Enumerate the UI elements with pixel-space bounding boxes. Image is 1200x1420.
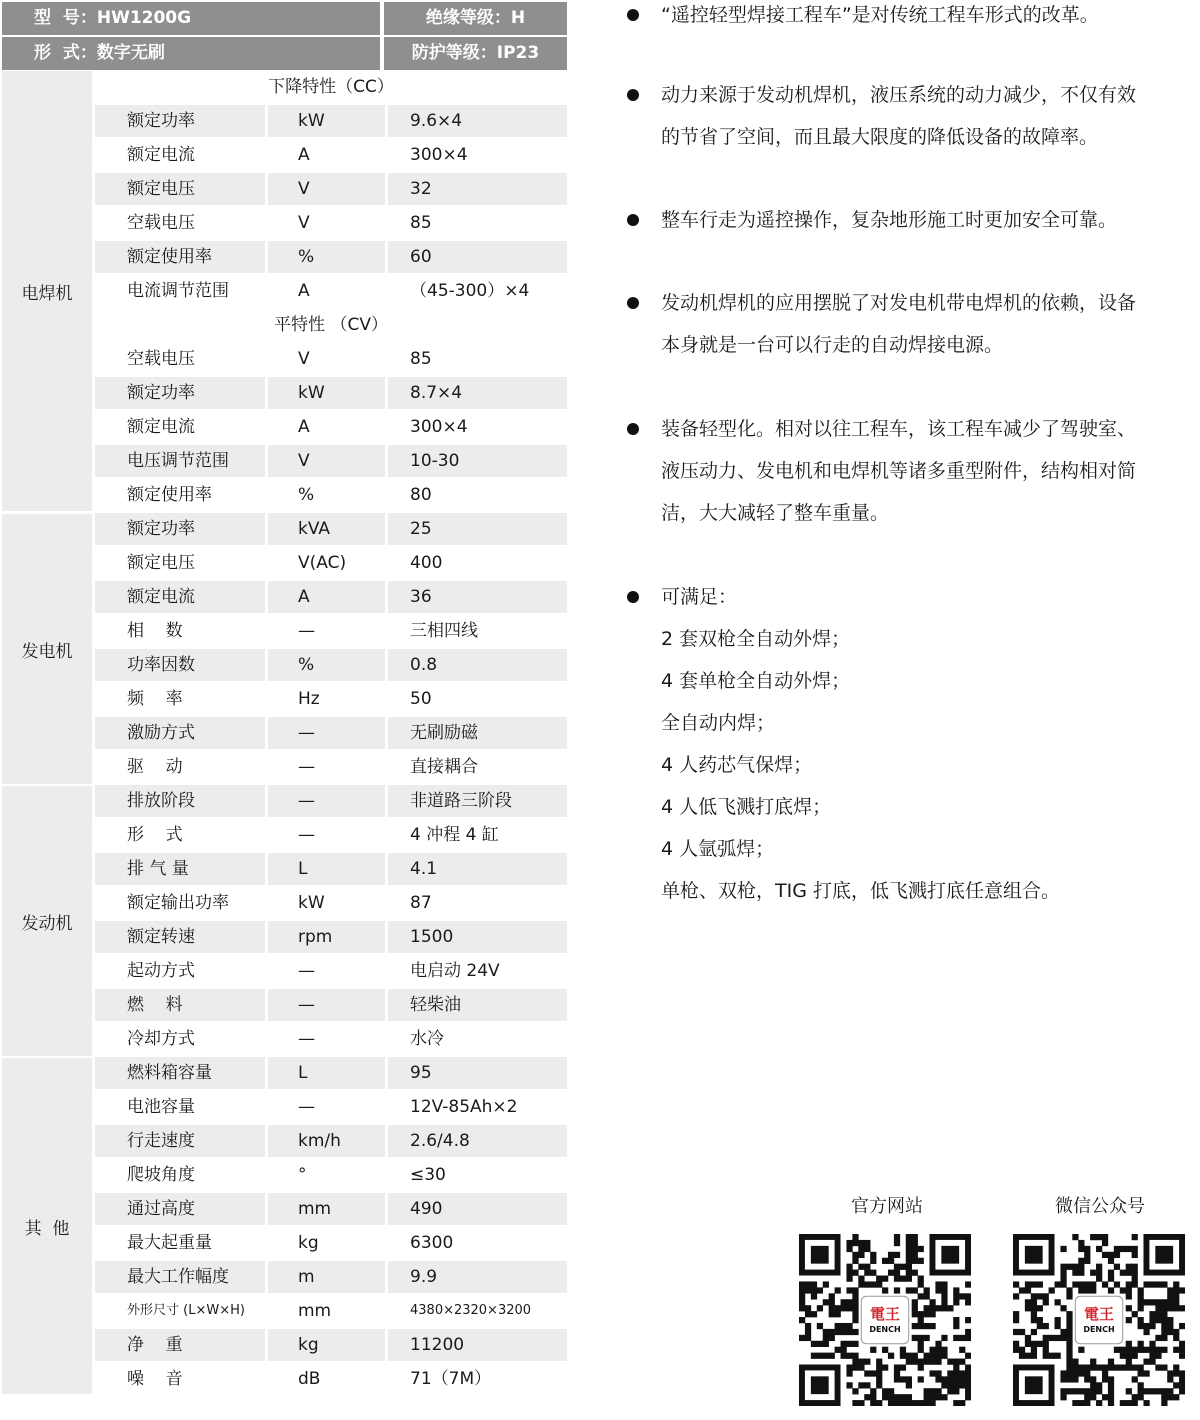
spec-name: 频 率 <box>127 689 183 709</box>
spec-name: 额定使用率 <box>127 247 212 267</box>
column-divider <box>385 139 388 171</box>
table-row <box>95 1159 567 1191</box>
spec-name: 额定使用率 <box>127 485 212 505</box>
table-row <box>95 105 567 137</box>
spec-unit: L <box>298 859 308 879</box>
logo-text: 電王 <box>1083 1305 1115 1323</box>
table-row <box>95 1057 567 1089</box>
spec-name: 功率因数 <box>127 655 195 675</box>
table-row <box>95 887 567 919</box>
spec-value: ≤30 <box>410 1165 446 1185</box>
table-row <box>95 819 567 851</box>
column-divider <box>265 1363 268 1395</box>
spec-name: 空载电压 <box>127 213 195 233</box>
table-row <box>95 717 567 749</box>
logo-subtext: DENCH <box>869 1325 901 1334</box>
column-divider <box>265 275 268 307</box>
protection-header: 防护等级：IP23 <box>384 37 567 70</box>
column-divider <box>385 173 388 205</box>
spec-unit: ° <box>298 1165 307 1185</box>
table-row <box>95 173 567 205</box>
table-row <box>95 513 567 545</box>
table-row <box>95 921 567 953</box>
column-divider <box>265 581 268 613</box>
column-divider <box>265 683 268 715</box>
column-divider <box>265 1329 268 1361</box>
spec-unit: — <box>298 621 315 641</box>
spec-unit: kW <box>298 893 325 913</box>
feature-line: 4 人药芯气保焊； <box>661 754 813 776</box>
column-divider <box>385 241 388 273</box>
column-divider <box>265 649 268 681</box>
spec-unit: V <box>298 213 310 233</box>
feature-line: 发动机焊机的应用摆脱了对发电机带电焊机的依赖，设备 <box>661 292 1137 314</box>
column-divider <box>265 105 268 137</box>
column-divider <box>265 241 268 273</box>
spec-unit: — <box>298 961 315 981</box>
bullet-icon <box>627 9 639 21</box>
column-divider <box>265 887 268 919</box>
table-row <box>95 207 567 239</box>
spec-unit: kVA <box>298 519 331 539</box>
column-divider <box>385 615 388 647</box>
column-divider <box>265 1295 268 1327</box>
column-divider <box>265 139 268 171</box>
spec-name: 额定电压 <box>127 553 195 573</box>
column-divider <box>385 1159 388 1191</box>
spec-value: 300×4 <box>410 145 468 165</box>
spec-unit: kW <box>298 383 325 403</box>
spec-name: 最大起重量 <box>127 1233 212 1253</box>
spec-name: 相 数 <box>127 621 183 641</box>
column-divider <box>265 479 268 511</box>
spec-unit: % <box>298 655 315 675</box>
spec-unit: L <box>298 1063 308 1083</box>
table-row <box>95 785 567 817</box>
spec-name: 排放阶段 <box>127 791 195 811</box>
column-divider <box>385 581 388 613</box>
spec-value: 9.9 <box>410 1267 438 1287</box>
table-row <box>95 683 567 715</box>
logo-text: 電王 <box>869 1305 901 1323</box>
column-divider <box>265 377 268 409</box>
spec-value: 非道路三阶段 <box>410 791 512 811</box>
spec-value: 85 <box>410 213 432 233</box>
table-row <box>95 377 567 409</box>
feature-line: 单枪、双枪，TIG 打底，低飞溅打底任意组合。 <box>661 880 1060 902</box>
logo-subtext: DENCH <box>1083 1325 1115 1334</box>
spec-name: 外形尺寸 (L×W×H) <box>127 1303 245 1318</box>
spec-unit: kg <box>298 1335 319 1355</box>
column-divider <box>265 785 268 817</box>
column-divider <box>385 1091 388 1123</box>
column-divider <box>265 751 268 783</box>
feature-line: 4 人低飞溅打底焊； <box>661 796 832 818</box>
spec-unit: V <box>298 349 310 369</box>
spec-unit: m <box>298 1267 315 1287</box>
column-divider <box>385 683 388 715</box>
column-divider <box>385 989 388 1021</box>
spec-value: 0.8 <box>410 655 438 675</box>
spec-name: 额定输出功率 <box>127 893 229 913</box>
spec-unit: dB <box>298 1369 321 1389</box>
feature-line: 本身就是一台可以行走的自动焊接电源。 <box>661 334 1004 356</box>
spec-unit: — <box>298 825 315 845</box>
table-row <box>95 751 567 783</box>
spec-unit: — <box>298 723 315 743</box>
column-divider <box>385 887 388 919</box>
spec-name: 额定电流 <box>127 145 195 165</box>
spec-unit: V <box>298 179 310 199</box>
feature-line: 4 套单枪全自动外焊； <box>661 670 851 692</box>
table-row <box>95 1227 567 1259</box>
spec-name: 燃料箱容量 <box>127 1063 212 1083</box>
spec-value: 无刷励磁 <box>410 723 478 743</box>
table-row <box>95 411 567 443</box>
spec-unit: mm <box>298 1301 332 1321</box>
spec-name: 额定转速 <box>127 927 195 947</box>
spec-name: 额定电流 <box>127 587 195 607</box>
table-row <box>95 1193 567 1225</box>
wechat-qr-label: 微信公众号 <box>1055 1196 1145 1217</box>
table-row <box>95 1295 567 1327</box>
spec-unit: A <box>298 145 310 165</box>
bullet-icon <box>627 214 639 226</box>
column-divider <box>385 1363 388 1395</box>
column-divider <box>265 1193 268 1225</box>
model-header: 型 号：HW1200G <box>2 2 380 35</box>
table-row <box>95 1261 567 1293</box>
table-row <box>95 989 567 1021</box>
table-row <box>95 853 567 885</box>
column-divider <box>385 1329 388 1361</box>
spec-unit: — <box>298 757 315 777</box>
spec-value: （45-300）×4 <box>410 281 530 301</box>
column-divider <box>265 207 268 239</box>
table-row <box>95 615 567 647</box>
column-divider <box>385 445 388 477</box>
column-divider <box>385 853 388 885</box>
spec-value: 490 <box>410 1199 443 1219</box>
spec-name: 额定电压 <box>127 179 195 199</box>
spec-name: 排 气 量 <box>127 859 189 879</box>
column-divider <box>385 513 388 545</box>
bullet-icon <box>627 297 639 309</box>
column-divider <box>385 207 388 239</box>
spec-value: 95 <box>410 1063 432 1083</box>
spec-name: 通过高度 <box>127 1199 195 1219</box>
spec-value: 400 <box>410 553 443 573</box>
spec-value: 60 <box>410 247 432 267</box>
feature-line: 动力来源于发动机焊机，液压系统的动力减少，不仅有效 <box>661 84 1137 106</box>
spec-name: 额定电流 <box>127 417 195 437</box>
column-divider <box>265 1261 268 1293</box>
column-divider <box>385 921 388 953</box>
table-row <box>95 1091 567 1123</box>
spec-value: 6300 <box>410 1233 454 1253</box>
column-divider <box>265 1159 268 1191</box>
spec-value: 71（7M） <box>410 1369 492 1389</box>
table-row <box>95 649 567 681</box>
spec-value: 水冷 <box>410 1029 444 1049</box>
spec-unit: km/h <box>298 1131 341 1151</box>
spec-value: 32 <box>410 179 432 199</box>
column-divider <box>385 717 388 749</box>
column-divider <box>265 1125 268 1157</box>
column-divider <box>385 547 388 579</box>
spec-unit: V <box>298 451 310 471</box>
bullet-icon <box>627 89 639 101</box>
column-divider <box>265 445 268 477</box>
column-divider <box>265 989 268 1021</box>
website-qr-label: 官方网站 <box>851 1196 923 1217</box>
spec-value: 8.7×4 <box>410 383 463 403</box>
table-row <box>95 139 567 171</box>
spec-unit: % <box>298 247 315 267</box>
feature-line: “遥控轻型焊接工程车”是对传统工程车形式的改革。 <box>661 4 1099 26</box>
column-divider <box>385 1261 388 1293</box>
column-divider <box>265 615 268 647</box>
spec-unit: V(AC) <box>298 553 347 573</box>
table-row <box>95 547 567 579</box>
table-row <box>95 479 567 511</box>
column-divider <box>265 411 268 443</box>
spec-value: 85 <box>410 349 432 369</box>
column-divider <box>385 1295 388 1327</box>
spec-value: 25 <box>410 519 432 539</box>
column-divider <box>385 411 388 443</box>
table-row <box>95 955 567 987</box>
spec-name: 额定功率 <box>127 519 195 539</box>
group-welder: 电焊机 <box>2 71 92 511</box>
spec-value: 12V-85Ah×2 <box>410 1097 518 1117</box>
spec-name: 净 重 <box>127 1335 183 1355</box>
spec-value: 1500 <box>410 927 454 947</box>
spec-value: 50 <box>410 689 432 709</box>
spec-unit: — <box>298 1097 315 1117</box>
spec-value: 轻柴油 <box>410 995 461 1015</box>
spec-unit: — <box>298 1029 315 1049</box>
insulation-header: 绝缘等级：H <box>384 2 567 35</box>
feature-line: 装备轻型化。相对以往工程车，该工程车减少了驾驶室、 <box>661 418 1137 440</box>
spec-unit: rpm <box>298 927 333 947</box>
spec-unit: A <box>298 417 310 437</box>
spec-name: 起动方式 <box>127 961 195 981</box>
column-divider <box>265 921 268 953</box>
group-generator: 发电机 <box>2 514 92 784</box>
table-row <box>95 1125 567 1157</box>
feature-line: 洁，大大减轻了整车重量。 <box>661 502 890 524</box>
column-divider <box>385 377 388 409</box>
table-row <box>95 343 567 375</box>
feature-line: 整车行走为遥控操作，复杂地形施工时更加安全可靠。 <box>661 209 1118 231</box>
spec-unit: mm <box>298 1199 332 1219</box>
spec-unit: A <box>298 587 310 607</box>
spec-unit: A <box>298 281 310 301</box>
table-row <box>95 581 567 613</box>
spec-value: 300×4 <box>410 417 468 437</box>
column-divider <box>265 513 268 545</box>
spec-subheader: 平特性 （CV） <box>274 315 388 335</box>
feature-line: 液压动力、发电机和电焊机等诸多重型附件，结构相对简 <box>661 460 1137 482</box>
spec-unit: — <box>298 995 315 1015</box>
bullet-icon <box>627 423 639 435</box>
feature-line: 全自动内焊； <box>661 712 776 734</box>
spec-name: 最大工作幅度 <box>127 1267 229 1287</box>
feature-line: 可满足： <box>661 586 738 608</box>
column-divider <box>265 547 268 579</box>
spec-name: 燃 料 <box>127 995 183 1015</box>
table-row <box>95 241 567 273</box>
spec-value: 2.6/4.8 <box>410 1131 470 1151</box>
column-divider <box>265 955 268 987</box>
feature-line: 的节省了空间，而且最大限度的降低设备的故障率。 <box>661 126 1099 148</box>
column-divider <box>385 479 388 511</box>
spec-name: 额定功率 <box>127 111 195 131</box>
spec-name: 爬坡角度 <box>127 1165 195 1185</box>
column-divider <box>385 751 388 783</box>
spec-name: 空载电压 <box>127 349 195 369</box>
column-divider <box>265 1023 268 1055</box>
spec-unit: % <box>298 485 315 505</box>
column-divider <box>385 1227 388 1259</box>
column-divider <box>385 1193 388 1225</box>
wechat-qr-code <box>1013 1234 1185 1406</box>
spec-name: 行走速度 <box>127 1131 195 1151</box>
column-divider <box>385 649 388 681</box>
spec-value: 4.1 <box>410 859 438 879</box>
table-row <box>95 445 567 477</box>
spec-value: 10-30 <box>410 451 460 471</box>
column-divider <box>265 1227 268 1259</box>
form-header: 形 式：数字无刷 <box>2 37 380 70</box>
table-row <box>95 1363 567 1395</box>
spec-value: 9.6×4 <box>410 111 463 131</box>
spec-value: 36 <box>410 587 432 607</box>
column-divider <box>385 343 388 375</box>
feature-line: 4 人氩弧焊； <box>661 838 775 860</box>
column-divider <box>265 173 268 205</box>
spec-unit: kg <box>298 1233 319 1253</box>
column-divider <box>385 1057 388 1089</box>
table-row <box>95 1329 567 1361</box>
column-divider <box>385 955 388 987</box>
spec-value: 87 <box>410 893 432 913</box>
spec-value: 80 <box>410 485 432 505</box>
spec-unit: kW <box>298 111 325 131</box>
spec-name: 冷却方式 <box>127 1029 195 1049</box>
spec-value: 4380×2320×3200 <box>410 1303 532 1318</box>
spec-value: 4 冲程 4 缸 <box>410 825 499 845</box>
spec-value: 11200 <box>410 1335 465 1355</box>
column-divider <box>265 343 268 375</box>
column-divider <box>385 275 388 307</box>
bullet-icon <box>627 591 639 603</box>
spec-name: 额定功率 <box>127 383 195 403</box>
spec-name: 电池容量 <box>127 1097 195 1117</box>
column-divider <box>385 105 388 137</box>
spec-value: 三相四线 <box>410 621 478 641</box>
spec-name: 驱 动 <box>127 757 183 777</box>
spec-name: 电压调节范围 <box>127 451 229 471</box>
spec-subheader: 下降特性（CC） <box>268 77 394 97</box>
table-row <box>95 1023 567 1055</box>
spec-value: 电启动 24V <box>410 961 500 981</box>
feature-line: 2 套双枪全自动外焊； <box>661 628 851 650</box>
website-qr-code <box>799 1234 971 1406</box>
column-divider <box>265 1057 268 1089</box>
spec-name: 形 式 <box>127 825 183 845</box>
spec-name: 噪 音 <box>127 1369 183 1389</box>
column-divider <box>265 853 268 885</box>
spec-name: 电流调节范围 <box>127 281 229 301</box>
spec-unit: Hz <box>298 689 320 709</box>
column-divider <box>385 785 388 817</box>
group-engine: 发动机 <box>2 786 92 1056</box>
group-other: 其 他 <box>2 1058 92 1394</box>
column-divider <box>265 717 268 749</box>
table-row <box>95 275 567 307</box>
column-divider <box>265 819 268 851</box>
column-divider <box>385 1125 388 1157</box>
column-divider <box>385 1023 388 1055</box>
spec-name: 激励方式 <box>127 723 195 743</box>
spec-value: 直接耦合 <box>410 757 478 777</box>
column-divider <box>265 1091 268 1123</box>
column-divider <box>385 819 388 851</box>
spec-unit: — <box>298 791 315 811</box>
